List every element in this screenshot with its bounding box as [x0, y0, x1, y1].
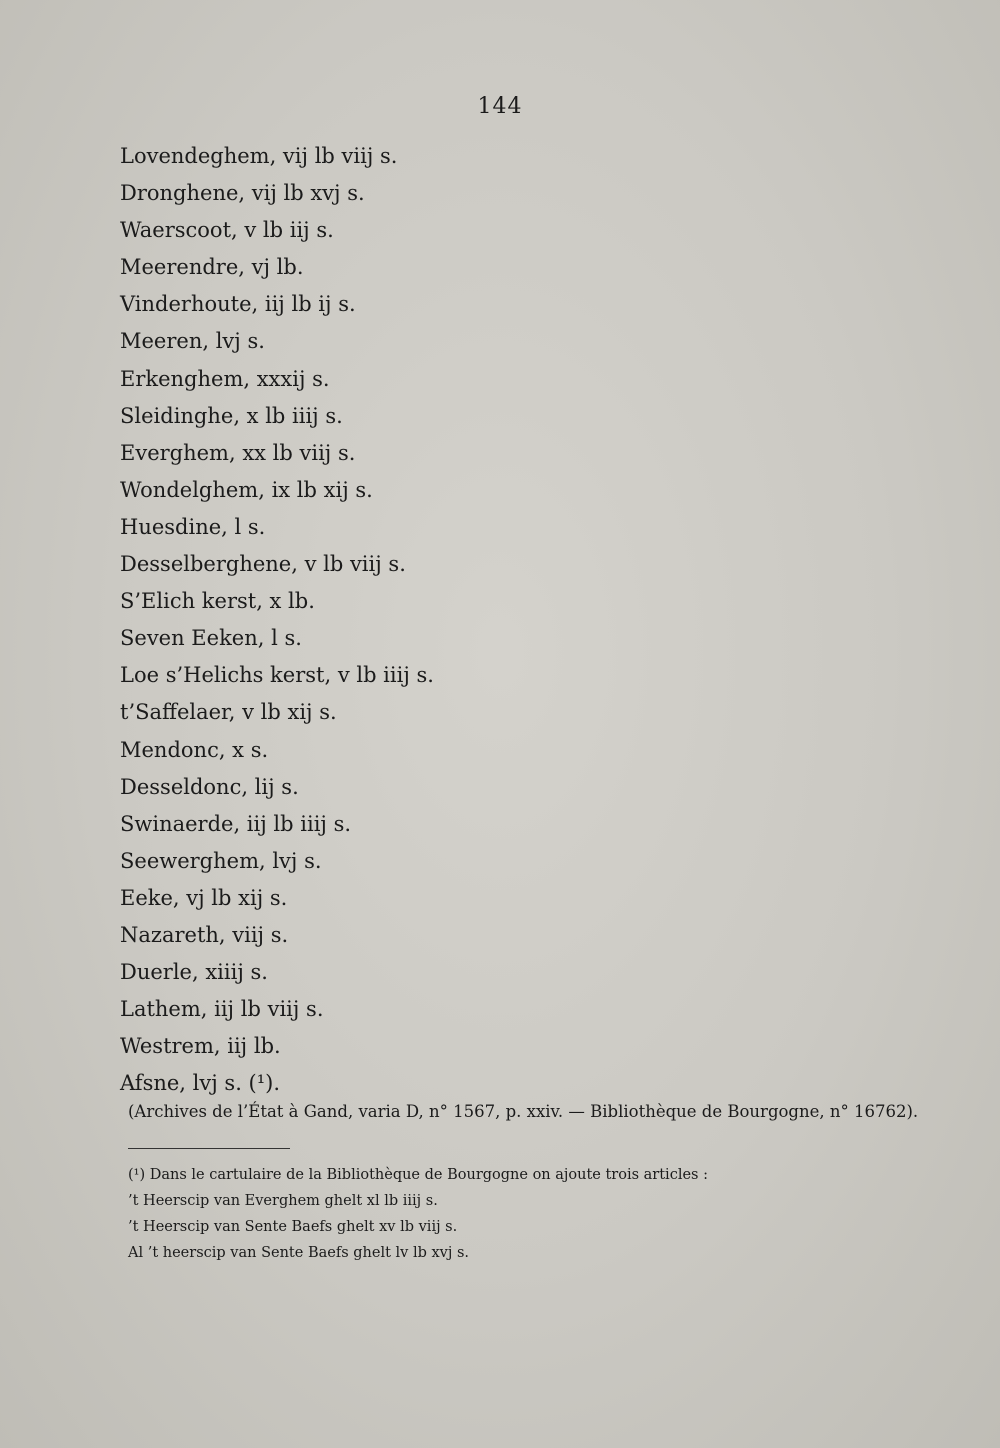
list-item: S’Elich kerst, x lb.: [120, 589, 315, 614]
list-item: Loe s’Helichs kerst, v lb iiij s.: [120, 663, 434, 688]
list-item: Vinderhoute, iij lb ij s.: [120, 292, 356, 317]
footnote-line: (¹) Dans le cartulaire de la Bibliothèque de Bourgogne on ajoute trois articles :: [128, 1167, 708, 1183]
list-item: Seven Eeken, l s.: [120, 626, 302, 651]
list-item: Waerscoot, v lb iij s.: [120, 218, 334, 243]
list-item: Eeke, vj lb xij s.: [120, 885, 288, 910]
list-item: Lovendeghem, vij lb viij s.: [120, 144, 398, 168]
list-item: Desseldonc, lij s.: [120, 774, 299, 799]
list-item: Huesdine, l s.: [120, 514, 266, 539]
list-item: Meerendre, vj lb.: [120, 255, 304, 280]
footnote-divider: [128, 1148, 290, 1149]
list-item: Seewerghem, lvj s.: [120, 848, 322, 873]
source-citation: (Archives de l’État à Gand, varia D, n° 1567, p. xxiv. — Bibliothèque de Bourgogne, n° 16762).: [128, 1102, 919, 1121]
list-item: Desselberghene, v lb viij s.: [120, 552, 406, 577]
list-item: Duerle, xiiij s.: [120, 960, 268, 985]
list-item: Dronghene, vij lb xvj s.: [120, 181, 365, 206]
list-item: Sleidinghe, x lb iiij s.: [120, 403, 343, 428]
footnote-line: Al ’t heerscip van Sente Baefs ghelt lv lb xvj s.: [128, 1245, 470, 1261]
list-item: t’Saffelaer, v lb xij s.: [120, 700, 337, 725]
list-item: Swinaerde, iij lb iiij s.: [120, 811, 352, 836]
footnotes: [128, 1162, 928, 1266]
list-item: Nazareth, viij s.: [120, 922, 289, 947]
list-item: Westrem, iij lb.: [120, 1034, 281, 1059]
list-item: Meeren, lvj s.: [120, 329, 265, 354]
list-item: Wondelghem, ix lb xij s.: [120, 477, 373, 502]
page-number: 144: [477, 94, 523, 119]
footnote-line: ’t Heerscip van Everghem ghelt xl lb iiij s.: [128, 1193, 438, 1209]
list-item: Erkenghem, xxxij s.: [120, 366, 330, 391]
entry-list: [120, 138, 840, 1102]
list-item: Mendonc, x s.: [120, 737, 269, 762]
footnote-line: ’t Heerscip van Sente Baefs ghelt xv lb viij s.: [128, 1219, 458, 1235]
list-item: Everghem, xx lb viij s.: [120, 440, 356, 465]
list-item: Afsne, lvj s. (¹).: [120, 1071, 281, 1096]
list-item: Lathem, iij lb viij s.: [120, 997, 324, 1022]
